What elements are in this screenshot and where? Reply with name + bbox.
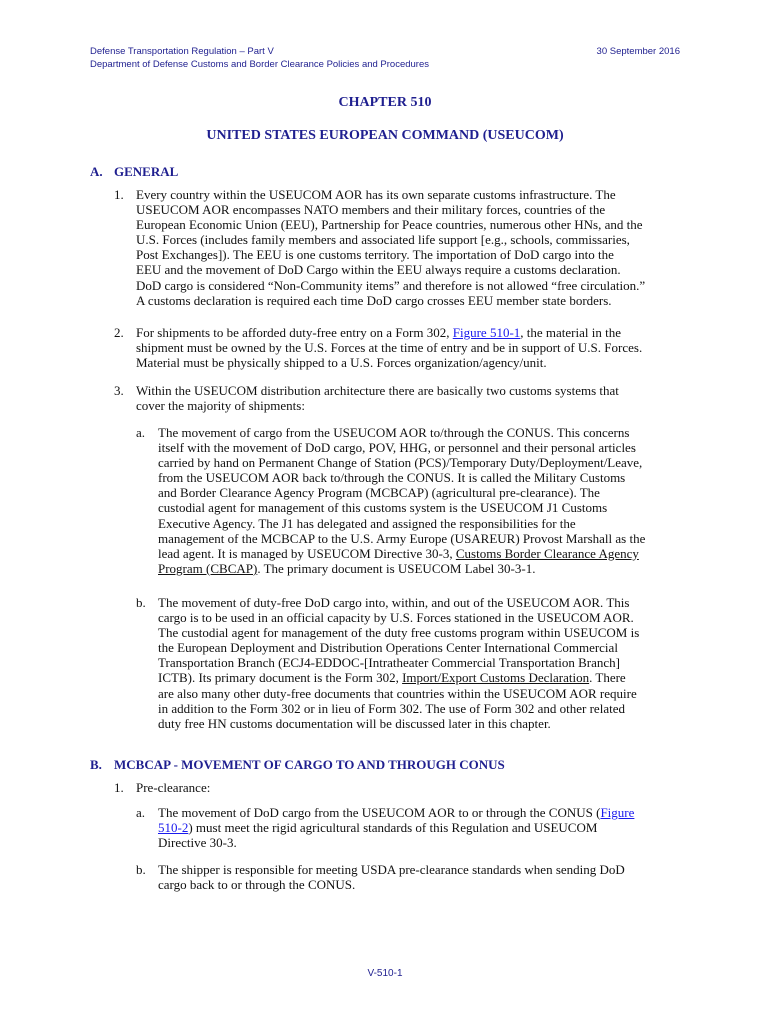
figure-510-2-link[interactable]: Figure (600, 805, 635, 820)
text-line: Within the USEUCOM distribution architecture there are basically two customs systems that (136, 383, 619, 398)
figure-510-1-link[interactable]: Figure 510-1 (452, 325, 521, 340)
text-line (158, 805, 681, 820)
text-line (158, 561, 681, 576)
section-a-letter: A. (90, 164, 103, 179)
section-a-heading (90, 164, 178, 180)
text-line: Post Exchanges]). The EEU is one customs territory. The importation of DoD cargo into the (136, 247, 614, 263)
chapter-subtitle: UNITED STATES EUROPEAN COMMAND (USEUCOM) (206, 128, 564, 143)
text-fragment: . The primary document is USEUCOM Label 30-3-1. (257, 560, 536, 576)
text-line: cargo back to or through the CONUS. (158, 877, 356, 893)
item-number: 2. (114, 325, 124, 340)
header-date: 30 September 2016 (596, 46, 680, 57)
text-line: USEUCOM AOR encompasses NATO members and their military forces, countries of the (136, 202, 606, 218)
text-line: The movement of duty-free DoD cargo into, within, and out of the USEUCOM AOR. This (158, 595, 630, 610)
item-number: 3. (114, 383, 124, 398)
cbcap-title-underlined: Customs Border Clearance Agency (455, 545, 639, 561)
section-b-heading (90, 757, 505, 773)
text-line: itself with the movement of DoD cargo, POV, HHG, or personnel and their personal articles (158, 440, 636, 456)
text-line: Every country within the USEUCOM AOR has its own separate customs infrastructure. The (136, 187, 616, 202)
text-line: Material must be physically shipped to a U.S. Forces organization/agency/unit. (136, 355, 547, 371)
subitem-letter: a. (136, 805, 146, 820)
text-line: management of the MCBCAP to the U.S. Army Europe (USAREUR) Provost Marshall as the (158, 530, 646, 546)
section-a-subitem-b (136, 595, 681, 731)
section-b-title: MCBCAP - MOVEMENT OF CARGO TO AND THROUGH CONUS (114, 757, 505, 772)
item-text (158, 805, 681, 850)
subitem-letter: b. (136, 862, 146, 877)
text-line: European Economic Union (EEU), Partnership for Peace countries, numerous other HNs, and the (136, 217, 643, 233)
text-line (136, 325, 681, 340)
text-line: Transportation Branch (ECJ4-EDDOC-[Intratheater Commercial Transportation Branch] (158, 655, 621, 671)
text-fragment: For shipments to be afforded duty-free entry on a Form 302, (136, 325, 453, 340)
chapter-title: CHAPTER 510 (338, 95, 432, 110)
cbcap-title-underlined: Program (CBCAP) (158, 560, 258, 576)
text-line (158, 820, 681, 835)
text-line (158, 670, 681, 685)
text-line: shipment must be owned by the U.S. Forces at the time of entry and be in support of U.S. Forces. (136, 340, 643, 356)
section-a-item-1 (114, 187, 681, 308)
text-fragment: lead agent. It is managed by USEUCOM Directive 30-3, (158, 545, 456, 561)
item-text (136, 383, 681, 413)
section-a-subitem-a (136, 425, 681, 576)
text-line: custodial agent for management of this customs system is the USEUCOM J1 Customs (158, 500, 608, 516)
text-line: The movement of cargo from the USEUCOM AOR to/through the CONUS. This concerns (158, 425, 630, 440)
text-line: Directive 30-3. (158, 835, 237, 851)
item-text (136, 187, 681, 308)
section-b-subitem-a (136, 805, 681, 851)
text-line (158, 546, 681, 561)
text-line: from the USEUCOM AOR back to/through the CONUS. It is called the Military Customs (158, 470, 626, 486)
text-line: Pre-clearance: (136, 780, 211, 795)
section-a-title: GENERAL (114, 164, 179, 179)
text-fragment: ICTB). Its primary document is the Form 302, (158, 670, 403, 686)
item-text (136, 780, 681, 795)
section-a-item-3 (114, 383, 681, 414)
text-line: A customs declaration is required each time DoD cargo crosses EEU member state borders. (136, 292, 612, 308)
figure-510-2-link[interactable]: 510-2 (158, 820, 189, 836)
text-line: cover the majority of shipments: (136, 398, 305, 414)
text-line: Executive Agency. The J1 has delegated and assigned the responsibilities for the (158, 515, 576, 531)
page-number: V-510-1 (367, 968, 403, 979)
section-b-subitem-b (136, 862, 681, 893)
text-line: DoD cargo is considered “Non-Community items” and therefore is not allowed “free circulation.” (136, 277, 646, 293)
text-line: U.S. Forces (includes family members and associated life support [e.g., schools, commissaries, (136, 232, 630, 248)
text-fragment: , the material in the (520, 325, 621, 340)
text-line: carried by hand on Permanent Change of Station (PCS)/Temporary Duty/Deployment/Leave, (158, 455, 643, 471)
running-header (90, 45, 429, 71)
item-text (158, 862, 681, 892)
subitem-letter: a. (136, 425, 146, 440)
item-text (158, 425, 681, 576)
text-line: the European Deployment and Distribution Operations Center International Commercial (158, 640, 618, 656)
text-line: EEU and the movement of DoD Cargo within the EEU always require a customs declaration. (136, 262, 621, 278)
text-line: in addition to the Form 302 or in lieu of Form 302. The use of Form 302 and other related (158, 700, 625, 716)
item-number: 1. (114, 780, 124, 795)
section-a-item-2 (114, 325, 681, 371)
item-text (136, 325, 681, 370)
text-line: are also many other duty-free documents that countries within the USEUCOM AOR require (158, 685, 637, 701)
subitem-letter: b. (136, 595, 146, 610)
text-line: and Border Clearance Agency Program (MCBCAP) (agricultural pre-clearance). The (158, 485, 600, 501)
text-fragment: . There (589, 670, 626, 686)
section-b-letter: B. (90, 757, 102, 772)
text-fragment: ) must meet the rigid agricultural standards of this Regulation and USEUCOM (188, 820, 598, 836)
text-line: The shipper is responsible for meeting USDA pre-clearance standards when sending DoD (158, 862, 625, 877)
section-b-item-1 (114, 780, 681, 795)
text-line: duty free HN customs documentation will be discussed later in this chapter. (158, 715, 551, 731)
text-fragment: The movement of DoD cargo from the USEUCOM AOR to or through the CONUS ( (158, 805, 601, 820)
header-regulation-title: Defense Transportation Regulation – Part V (90, 46, 274, 57)
item-number: 1. (114, 187, 124, 202)
form-302-title-underlined: Import/Export Customs Declaration (402, 670, 590, 686)
item-text (158, 595, 681, 731)
text-line: cargo is to be used in an official capacity by U.S. Forces stationed in the USEUCOM AOR. (158, 610, 634, 626)
text-line: The custodial agent for management of the duty free customs program within USEUCOM is (158, 625, 640, 641)
header-department-line: Department of Defense Customs and Border Clearance Policies and Procedures (90, 59, 430, 70)
